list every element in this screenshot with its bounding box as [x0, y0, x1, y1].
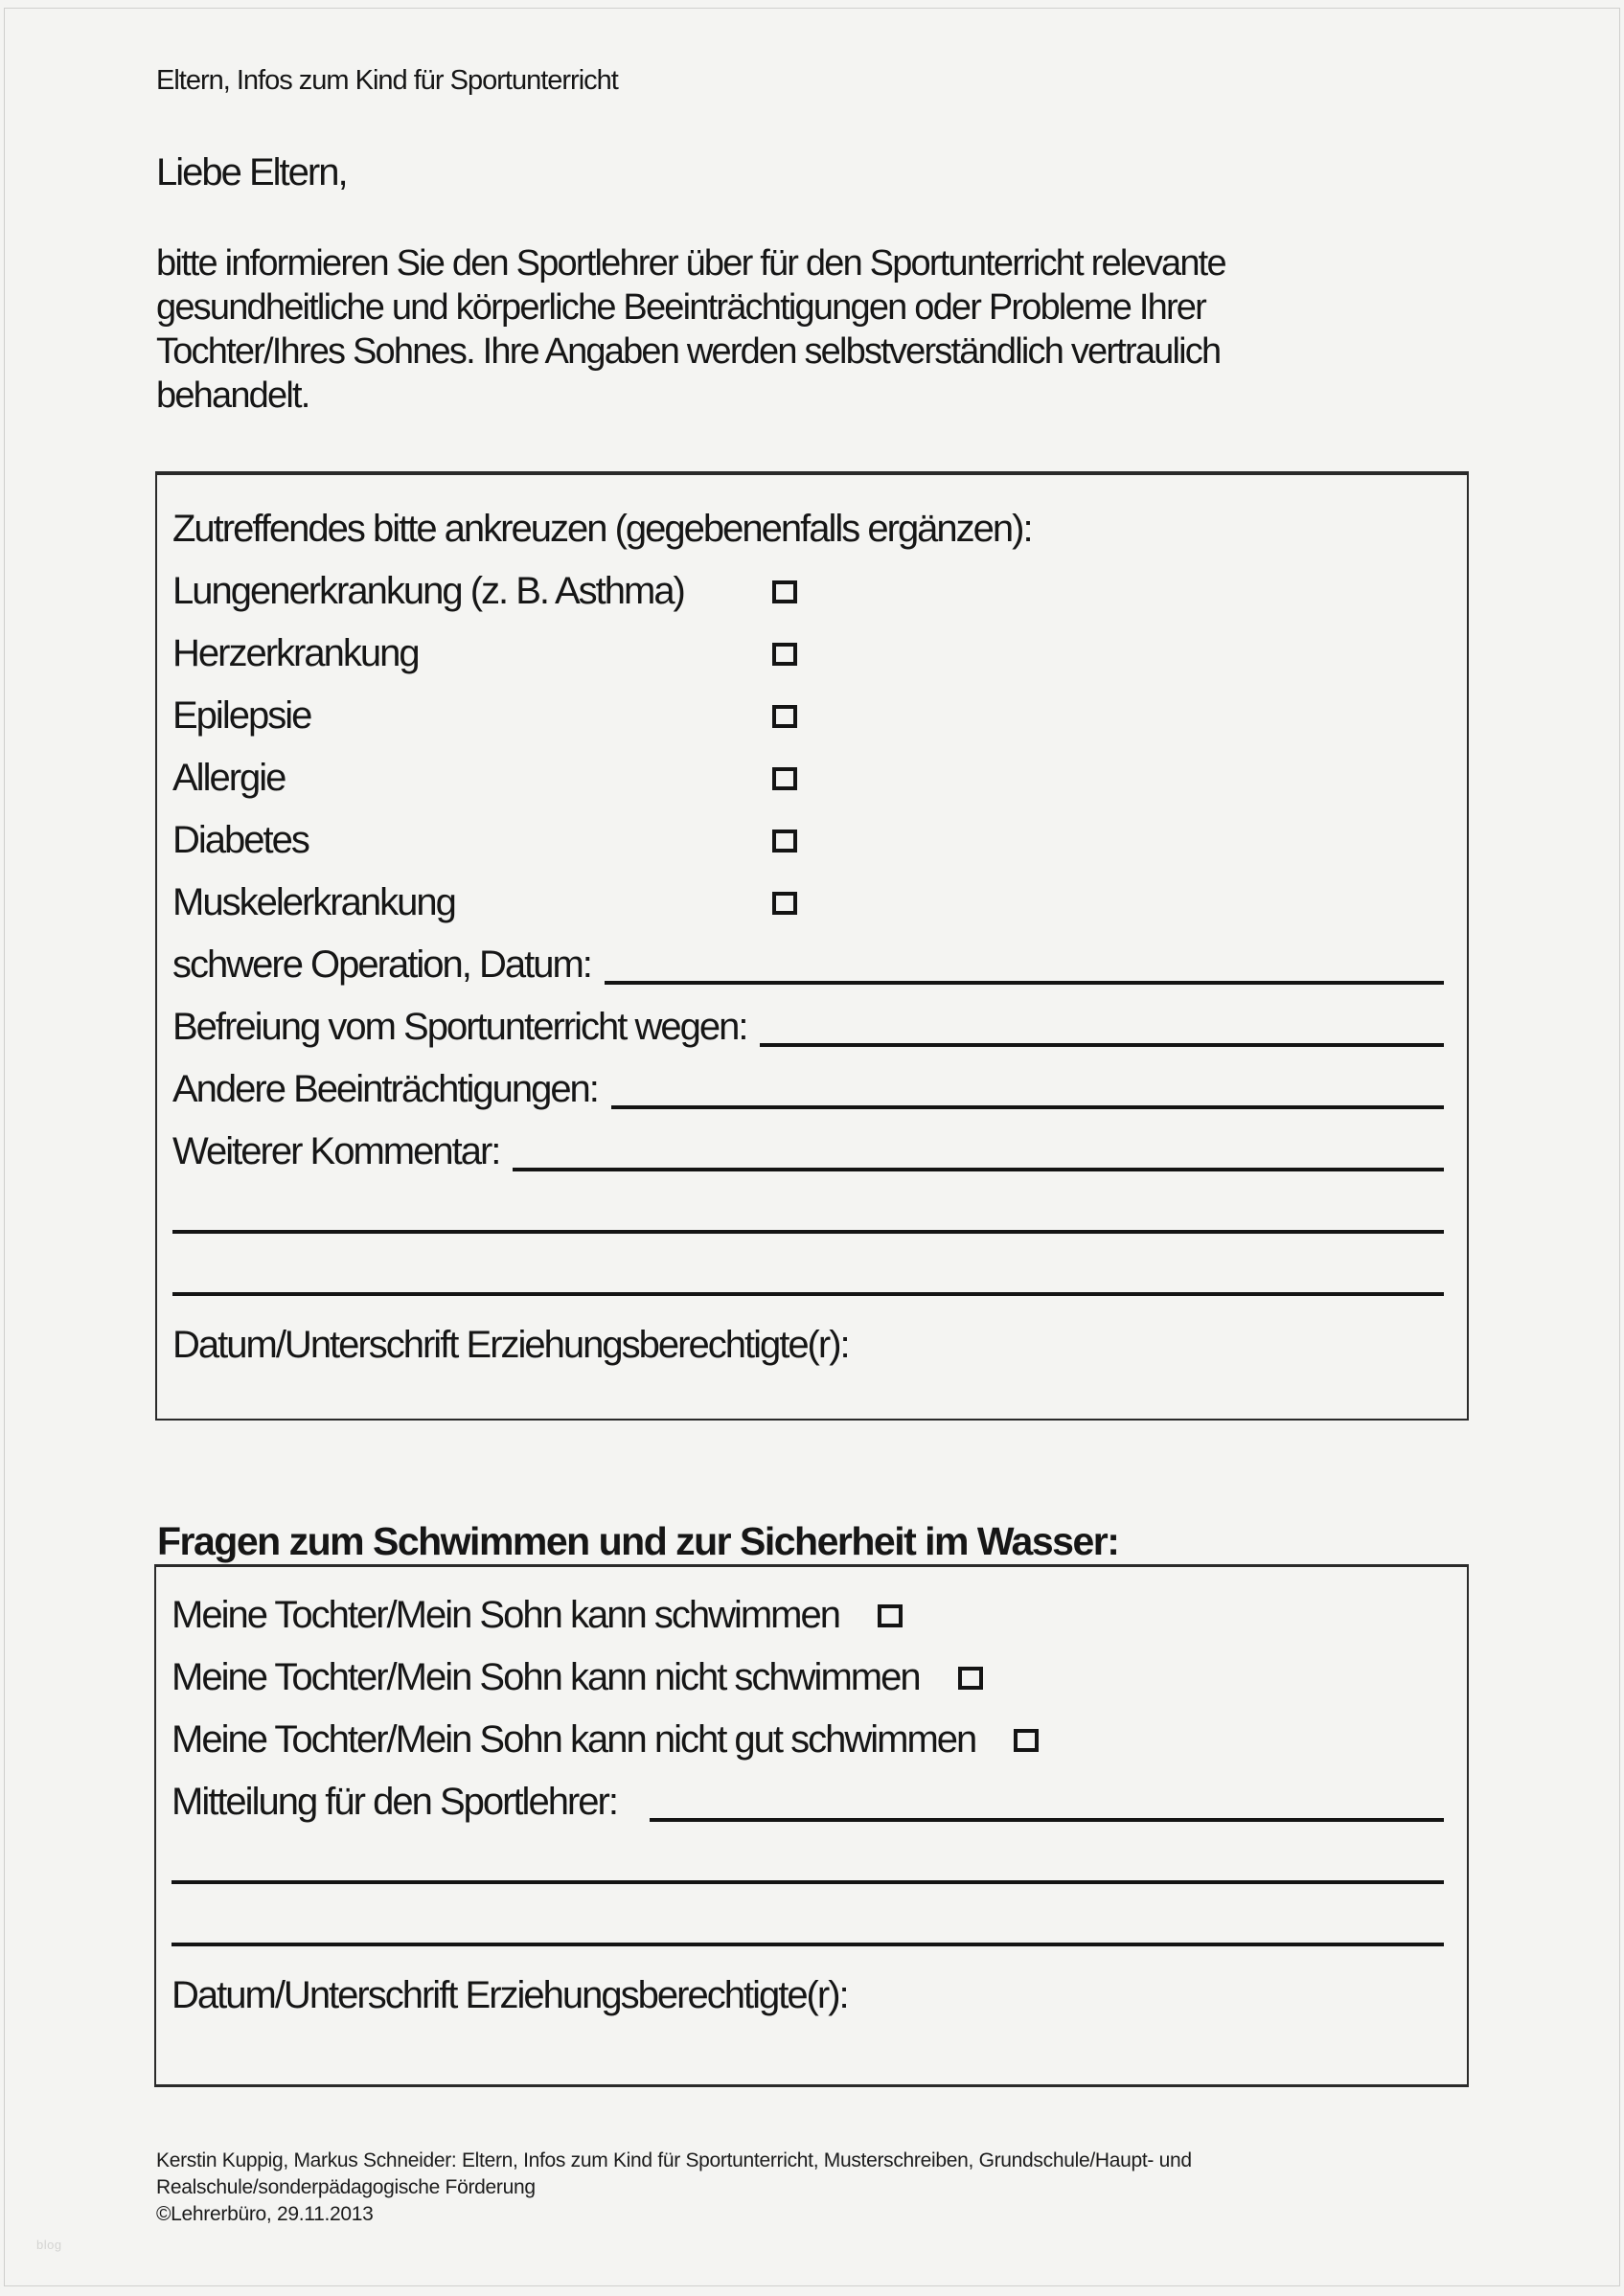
- swim-section-heading: Fragen zum Schwimmen und zur Sicherheit im Wasser:: [157, 1519, 1119, 1563]
- health-info-box: [155, 471, 1469, 1421]
- fill-line-operation[interactable]: [605, 981, 1444, 985]
- signature-label: Datum/Unterschrift Erziehungsberechtigte(r):: [172, 1973, 848, 2016]
- empty-checkbox-heart[interactable]: [772, 643, 797, 666]
- fill-line-other[interactable]: [611, 1105, 1444, 1109]
- blank-write-row: [172, 1896, 1444, 1958]
- signature-label: Datum/Unterschrift Erziehungsberechtigte(r):: [172, 1323, 849, 1366]
- blank-write-line[interactable]: [172, 1230, 1444, 1234]
- checkbox-item-label: Lungenerkrankung (z. B. Asthma): [172, 570, 684, 612]
- fill-line-exemption[interactable]: [760, 1043, 1444, 1047]
- intro-line: gesundheitliche und körperliche Beeinträchtigungen oder Probleme Ihrer: [156, 287, 1205, 328]
- empty-checkbox-can-swim[interactable]: [878, 1604, 903, 1627]
- intro-paragraph: [156, 241, 1459, 418]
- footer-credits: [156, 2148, 1192, 2228]
- fill-line-teacher-note[interactable]: [650, 1818, 1444, 1822]
- fill-row-operation: [172, 934, 1444, 996]
- footer-line: Kerstin Kuppig, Markus Schneider: Eltern, Infos zum Kind für Sportunterricht, Musterschreiben, Grundschule/Haupt- und: [156, 2149, 1192, 2171]
- fill-line-comment[interactable]: [513, 1168, 1444, 1171]
- checkbox-row-cannot-swim: [172, 1647, 1444, 1709]
- blank-write-line[interactable]: [172, 1880, 1444, 1884]
- intro-line: Tochter/Ihres Sohnes. Ihre Angaben werden selbstverständlich vertraulich: [156, 331, 1221, 372]
- empty-checkbox-epilepsy[interactable]: [772, 705, 797, 728]
- fill-label: Befreiung vom Sportunterricht wegen:: [172, 1006, 747, 1048]
- blank-write-row: [172, 1183, 1444, 1245]
- checkbox-item-label: Meine Tochter/Mein Sohn kann nicht gut schwimmen: [172, 1718, 976, 1761]
- fill-row-other: [172, 1058, 1444, 1121]
- checkbox-item-label: Meine Tochter/Mein Sohn kann nicht schwimmen: [172, 1656, 920, 1698]
- document-header-title: Eltern, Infos zum Kind für Sportunterricht: [156, 65, 618, 96]
- empty-checkbox-cannot-swim[interactable]: [958, 1667, 983, 1690]
- fill-label: Weiterer Kommentar:: [172, 1130, 500, 1172]
- empty-checkbox-diabetes[interactable]: [772, 830, 797, 852]
- checkbox-row-heart: [172, 623, 1444, 685]
- checkbox-row-lung: [172, 560, 1444, 623]
- checkbox-item-label: Muskelerkrankung: [172, 881, 455, 923]
- checkbox-row-allergy: [172, 747, 1444, 809]
- empty-checkbox-lung[interactable]: [772, 580, 797, 603]
- empty-checkbox-cannot-swim-well[interactable]: [1014, 1729, 1039, 1752]
- fill-label: schwere Operation, Datum:: [172, 943, 591, 986]
- checkbox-item-label: Herzerkrankung: [172, 632, 419, 674]
- blank-write-row: [172, 1245, 1444, 1307]
- blank-write-line[interactable]: [172, 1943, 1444, 1946]
- checkbox-item-label: Meine Tochter/Mein Sohn kann schwimmen: [172, 1594, 839, 1636]
- checkbox-row-diabetes: [172, 809, 1444, 872]
- blank-write-line[interactable]: [172, 1292, 1444, 1296]
- fill-row-teacher-note: [172, 1771, 1444, 1833]
- intro-line: bitte informieren Sie den Sportlehrer über für den Sportunterricht relevante: [156, 243, 1225, 284]
- checkbox-item-label: Epilepsie: [172, 694, 311, 737]
- fill-row-comment: [172, 1121, 1444, 1183]
- empty-checkbox-muscle[interactable]: [772, 892, 797, 915]
- empty-checkbox-allergy[interactable]: [772, 767, 797, 790]
- checkbox-row-can-swim: [172, 1584, 1444, 1647]
- checkbox-row-epilepsy: [172, 685, 1444, 747]
- fill-label: Andere Beeinträchtigungen:: [172, 1068, 598, 1110]
- checkbox-row-muscle: [172, 872, 1444, 934]
- footer-line: Realschule/sonderpädagogische Förderung: [156, 2176, 536, 2198]
- intro-line: behandelt.: [156, 375, 309, 416]
- fill-label: Mitteilung für den Sportlehrer:: [172, 1781, 617, 1823]
- checkbox-item-label: Diabetes: [172, 819, 309, 861]
- instruction-label: Zutreffendes bitte ankreuzen (gegebenenfalls ergänzen):: [172, 508, 1032, 550]
- blank-write-row: [172, 1833, 1444, 1896]
- checkbox-item-label: Allergie: [172, 757, 286, 799]
- swim-info-box: [154, 1564, 1469, 2087]
- fill-row-exemption: [172, 996, 1444, 1058]
- watermark-text: blog: [36, 2238, 62, 2252]
- checkbox-row-cannot-swim-well: [172, 1709, 1444, 1771]
- salutation: Liebe Eltern,: [156, 151, 347, 193]
- footer-line: ©Lehrerbüro, 29.11.2013: [156, 2203, 374, 2225]
